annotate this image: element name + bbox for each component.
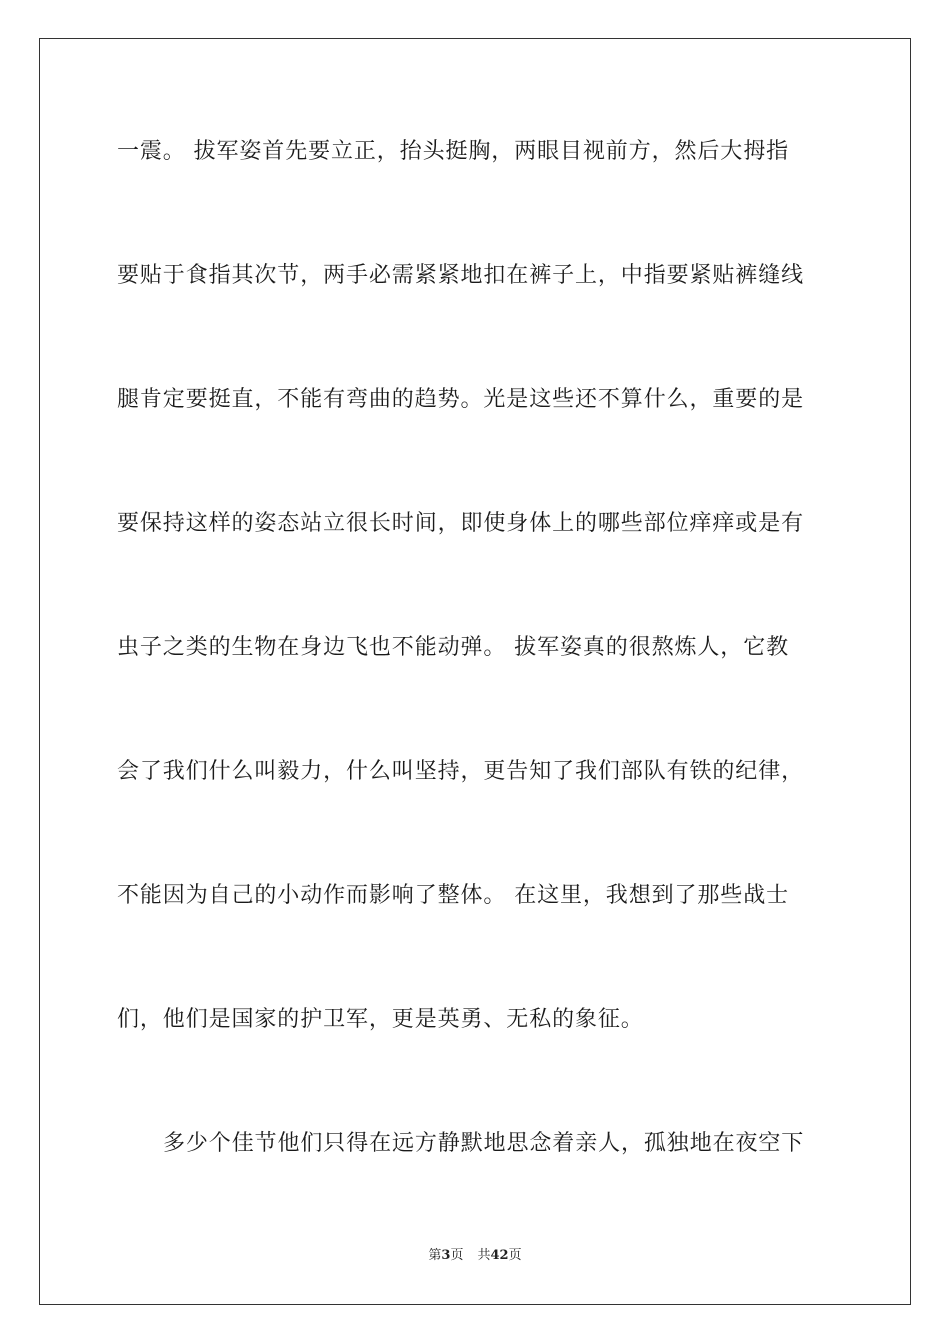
body-text-line-8: 们，他们是国家的护卫军，更是英勇、无私的象征。 <box>117 1007 644 1032</box>
total-pages: 42 <box>490 1248 509 1263</box>
body-text-line-2: 要贴于食指其次节，两手必需紧紧地扣在裤子上，中指要紧贴裤缝线 <box>117 263 805 288</box>
body-text-line-4: 要保持这样的姿态站立很长时间，即使身体上的哪些部位痒痒或是有 <box>117 511 805 536</box>
page-border <box>39 38 911 1305</box>
total-prefix: 共 <box>477 1248 491 1263</box>
body-text-line-6: 会了我们什么叫毅力，什么叫坚持，更告知了我们部队有铁的纪律， <box>117 759 805 784</box>
paragraph-first-line: 多少个佳节他们只得在远方静默地思念着亲人，孤独地在夜空下 <box>163 1131 805 1156</box>
page-number: 3 <box>441 1248 451 1263</box>
page-prefix: 第 <box>428 1248 442 1263</box>
body-text-line-5: 虫子之类的生物在身边飞也不能动弹。 拔军姿真的很熬炼人，它教 <box>117 635 789 660</box>
total-suffix: 页 <box>508 1248 522 1263</box>
body-text-line-1: 一震。 拔军姿首先要立正，抬头挺胸，两眼目视前方，然后大拇指 <box>117 139 789 164</box>
page-footer <box>0 1248 950 1264</box>
body-text-line-3: 腿肯定要挺直，不能有弯曲的趋势。光是这些还不算什么，重要的是 <box>117 387 805 412</box>
page-suffix: 页 <box>450 1248 464 1263</box>
body-text-line-7: 不能因为自己的小动作而影响了整体。 在这里，我想到了那些战士 <box>117 883 789 908</box>
